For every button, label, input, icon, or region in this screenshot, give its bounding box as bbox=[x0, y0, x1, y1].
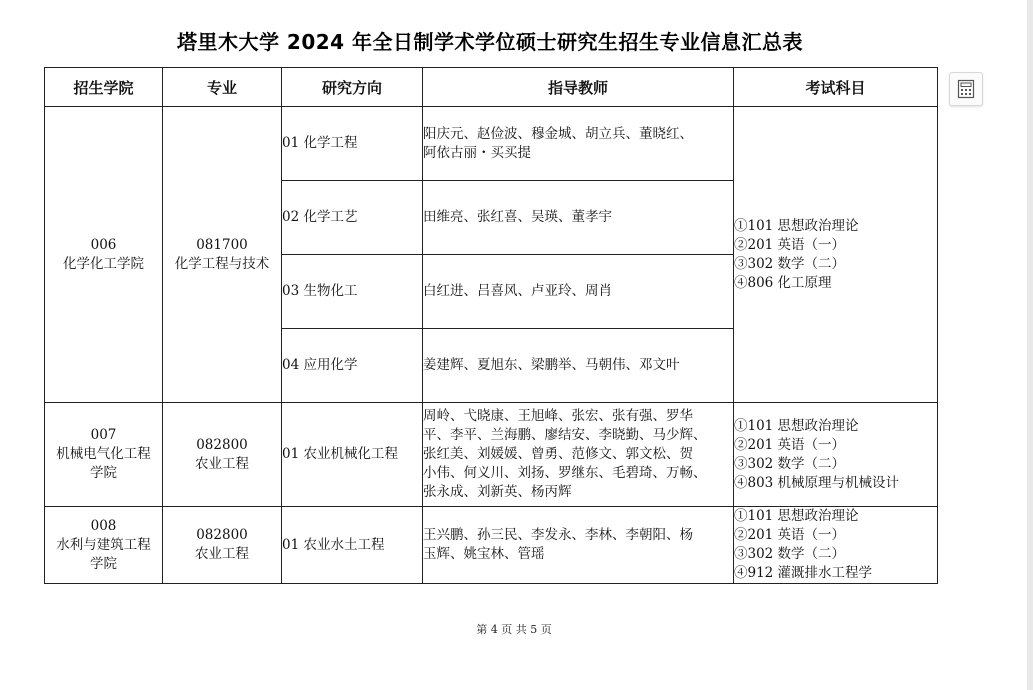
exam-line: ②201 英语（一） bbox=[734, 436, 846, 453]
exam-line: ④912 灌溉排水工程学 bbox=[734, 565, 873, 581]
exam-line: ④806 化工原理 bbox=[734, 274, 832, 291]
major-name: 农业工程 bbox=[195, 455, 249, 472]
major-name: 化学工程与技术 bbox=[174, 255, 270, 272]
advisor-line: 田维亮、张红喜、吴瑛、董孝宇 bbox=[423, 209, 612, 225]
advisor-line: 张永成、刘新英、杨丙辉 bbox=[423, 484, 572, 500]
college-name: 学院 bbox=[90, 555, 117, 572]
advisor-cell bbox=[423, 329, 734, 403]
document-title: 塔里木大学 2024 年全日制学术学位硕士研究生招生专业信息汇总表 bbox=[176, 30, 804, 54]
exam-line: ①101 思想政治理论 bbox=[734, 508, 859, 524]
table-header-row bbox=[45, 68, 938, 107]
college-code: 006 bbox=[90, 236, 117, 253]
direction-cell: 02 化学工艺 bbox=[282, 181, 423, 255]
exam-line: ②201 英语（一） bbox=[734, 236, 846, 253]
header-direction: 研究方向 bbox=[282, 68, 423, 107]
major-code: 082800 bbox=[196, 436, 248, 453]
exam-line: ②201 英语（一） bbox=[734, 527, 846, 543]
advisor-line: 张红美、刘媛媛、曾勇、范修文、郭文松、贺 bbox=[423, 446, 693, 462]
advisor-line: 小伟、何义川、刘扬、罗继东、毛碧琦、万畅、 bbox=[423, 465, 707, 481]
major-cell bbox=[163, 507, 282, 584]
header-college: 招生学院 bbox=[45, 68, 163, 107]
advisor-line: 姜建辉、夏旭东、梁鹏举、马朝伟、邓文叶 bbox=[423, 357, 680, 373]
exam-line: ③302 数学（二） bbox=[734, 546, 846, 562]
exam-cell bbox=[734, 507, 938, 584]
advisor-line: 玉辉、姚宝林、管瑶 bbox=[423, 546, 545, 562]
major-cell bbox=[163, 107, 282, 403]
advisor-line: 阳庆元、赵俭波、穆金城、胡立兵、董晓红、 bbox=[423, 125, 693, 142]
advisor-line: 王兴鹏、孙三民、李发永、李林、李朝阳、杨 bbox=[423, 527, 693, 543]
college-name: 水利与建筑工程 bbox=[56, 536, 151, 553]
direction-cell: 01 农业水土工程 bbox=[282, 507, 423, 584]
table-row bbox=[45, 107, 938, 181]
direction-cell: 04 应用化学 bbox=[282, 329, 423, 403]
advisor-cell bbox=[423, 181, 734, 255]
advisor-cell bbox=[423, 403, 734, 507]
advisor-line: 平、李平、兰海鹏、廖结安、李晓勤、马少辉、 bbox=[423, 427, 707, 443]
college-name: 学院 bbox=[90, 465, 117, 481]
advisor-line: 周岭、弋晓康、王旭峰、张宏、张有强、罗华 bbox=[423, 408, 693, 424]
college-code: 007 bbox=[90, 427, 117, 443]
direction-cell: 01 化学工程 bbox=[282, 107, 423, 181]
exam-line: ③302 数学（二） bbox=[734, 455, 846, 472]
college-code: 008 bbox=[90, 517, 117, 534]
scrollbar-track[interactable] bbox=[1027, 0, 1033, 690]
header-major: 专业 bbox=[163, 68, 282, 107]
advisor-cell bbox=[423, 107, 734, 181]
table-row bbox=[45, 507, 938, 584]
direction-cell: 03 生物化工 bbox=[282, 255, 423, 329]
exam-line: ①101 思想政治理论 bbox=[734, 217, 859, 234]
exam-line: ④803 机械原理与机械设计 bbox=[734, 474, 900, 491]
header-advisors: 指导教师 bbox=[423, 68, 734, 107]
college-name: 化学化工学院 bbox=[63, 255, 144, 272]
exam-line: ①101 思想政治理论 bbox=[734, 417, 859, 434]
exam-cell bbox=[734, 403, 938, 507]
major-code: 081700 bbox=[196, 236, 248, 253]
major-cell bbox=[163, 403, 282, 507]
table-row bbox=[45, 403, 938, 507]
college-cell bbox=[45, 107, 163, 403]
page-number-footer: 第 4 页 共 5 页 bbox=[476, 623, 552, 636]
major-name: 农业工程 bbox=[195, 546, 249, 562]
exam-line: ③302 数学（二） bbox=[734, 255, 846, 272]
college-cell bbox=[45, 507, 163, 584]
college-name: 机械电气化工程 bbox=[56, 446, 151, 462]
direction-cell: 01 农业机械化工程 bbox=[282, 403, 423, 507]
advisor-cell bbox=[423, 255, 734, 329]
enrollment-table bbox=[44, 67, 938, 584]
exam-cell bbox=[734, 107, 938, 403]
advisor-line: 白红进、吕喜风、卢亚玲、周肖 bbox=[423, 283, 612, 299]
advisor-cell bbox=[423, 507, 734, 584]
advisor-line: 阿依古丽・买买提 bbox=[423, 144, 531, 161]
major-code: 082800 bbox=[196, 527, 248, 543]
calculator-button[interactable] bbox=[949, 72, 983, 106]
calculator-icon bbox=[956, 79, 976, 99]
header-exam: 考试科目 bbox=[734, 68, 938, 107]
college-cell bbox=[45, 403, 163, 507]
